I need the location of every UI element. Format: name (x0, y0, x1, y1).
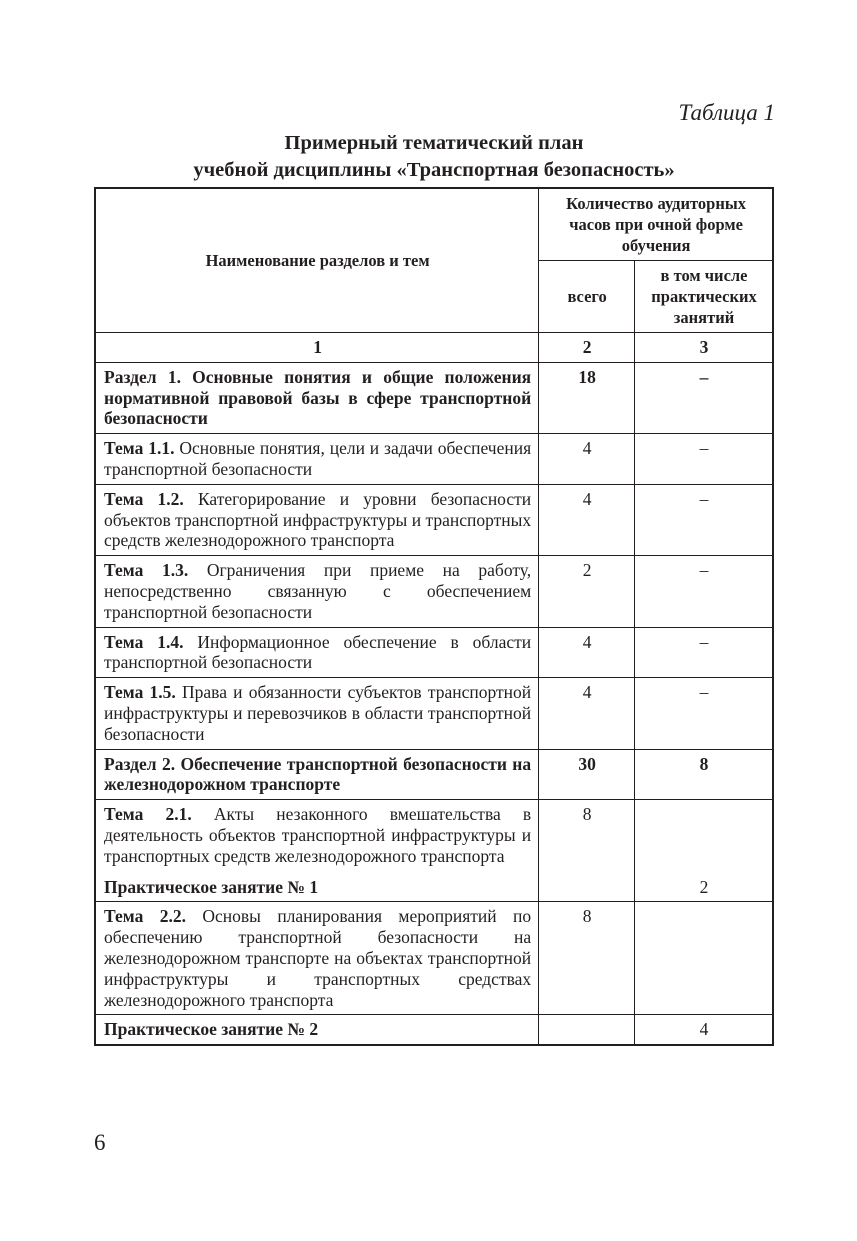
row-text: Основы планирования мероприятий по обеспечению транспортной безопасности на железнодорожном транспорте на объектах транспортной инфраструктуры и транспортных средствах железнодорожного транспорта (104, 906, 532, 1010)
row-practical (635, 902, 773, 1015)
row-practical: – (635, 556, 773, 627)
row-practical: – (635, 678, 773, 749)
header-total: всего (539, 261, 635, 333)
row-label: Раздел 1. Основные понятия и общие положения нормативной правовой базы в сфере транспортной безопасности (104, 366, 532, 429)
table-title-line-2: учебной дисциплины «Транспортная безопасность» (193, 159, 675, 181)
table-row (95, 484, 773, 555)
row-text: Информационное обеспечение в области транспортной безопасности (104, 631, 532, 673)
table-title-line-1: Примерный тематический план (284, 132, 584, 154)
table-title (94, 130, 774, 184)
header-row-1 (95, 188, 773, 261)
row-title (95, 902, 539, 1015)
table-row (95, 749, 773, 800)
row-total: 8 (539, 800, 635, 902)
row-title (95, 362, 539, 433)
header-topics: Наименование разделов и тем (95, 188, 539, 333)
row-practical: – (635, 362, 773, 433)
row-label: Практическое занятие № 2 (104, 1019, 319, 1040)
row-title (95, 678, 539, 749)
row-total: 30 (539, 749, 635, 800)
row-practical: – (635, 484, 773, 555)
column-numbers-row (95, 333, 773, 363)
row-practical: 8 (635, 749, 773, 800)
row-text: Категорирование и уровни безопасности объектов транспортной инфраструктуры и транспортных средств железнодорожного транспорта (104, 488, 532, 551)
practical-lesson-hours: 2 (699, 876, 709, 897)
table-row (95, 556, 773, 627)
row-total (539, 1015, 635, 1045)
row-label: Тема 2.1. (104, 804, 192, 825)
row-total: 18 (539, 362, 635, 433)
column-number-1: 1 (95, 333, 539, 363)
row-label: Тема 1.4. (104, 631, 184, 652)
row-title (95, 627, 539, 678)
page-number: 6 (94, 1130, 106, 1155)
row-label: Раздел 2. Обеспечение транспортной безопасности на железнодорожном транспорте (104, 753, 532, 795)
table-row (95, 1015, 773, 1045)
header-practical: в том числе практических занятий (635, 261, 773, 333)
table-row (95, 902, 773, 1015)
header-hours-group: Количество аудиторных часов при очной форме обучения (539, 188, 773, 261)
row-practical: 4 (635, 1015, 773, 1045)
row-title (95, 800, 539, 902)
row-practical (635, 800, 773, 902)
row-total: 4 (539, 484, 635, 555)
table-row (95, 627, 773, 678)
row-text: Ограничения при приеме на работу, непосредственно связанную с обеспечением транспортной безопасности (104, 560, 532, 622)
row-text: Акты незаконного вмешательства в деятельность объектов транспортной инфраструктуры и транспортных средств железнодорожного транспорта (104, 804, 532, 866)
practical-lesson-label: Практическое занятие № 1 (104, 876, 319, 897)
column-number-3: 3 (635, 333, 773, 363)
row-text: Права и обязанности субъектов транспортной инфраструктуры и перевозчиков в области транспортной безопасности (104, 682, 532, 744)
thematic-plan-table (94, 187, 774, 1046)
table-label: Таблица 1 (678, 100, 775, 125)
row-practical: – (635, 627, 773, 678)
row-label: Тема 2.2. (104, 906, 186, 927)
row-text: Основные понятия, цели и задачи обеспечения транспортной безопасности (104, 438, 532, 479)
row-label: Тема 1.1. (104, 438, 175, 459)
row-title (95, 556, 539, 627)
row-title (95, 749, 539, 800)
row-title (95, 434, 539, 485)
row-label: Тема 1.2. (104, 488, 184, 509)
column-number-2: 2 (539, 333, 635, 363)
row-label: Тема 1.3. (104, 560, 189, 581)
row-title (95, 1015, 539, 1045)
row-total: 2 (539, 556, 635, 627)
row-total: 4 (539, 434, 635, 485)
row-total: 4 (539, 627, 635, 678)
table-row (95, 362, 773, 433)
row-total: 8 (539, 902, 635, 1015)
row-title (95, 484, 539, 555)
table-row (95, 678, 773, 749)
row-total: 4 (539, 678, 635, 749)
row-practical: – (635, 434, 773, 485)
table-row (95, 434, 773, 485)
row-label: Тема 1.5. (104, 682, 176, 703)
table-row (95, 800, 773, 902)
